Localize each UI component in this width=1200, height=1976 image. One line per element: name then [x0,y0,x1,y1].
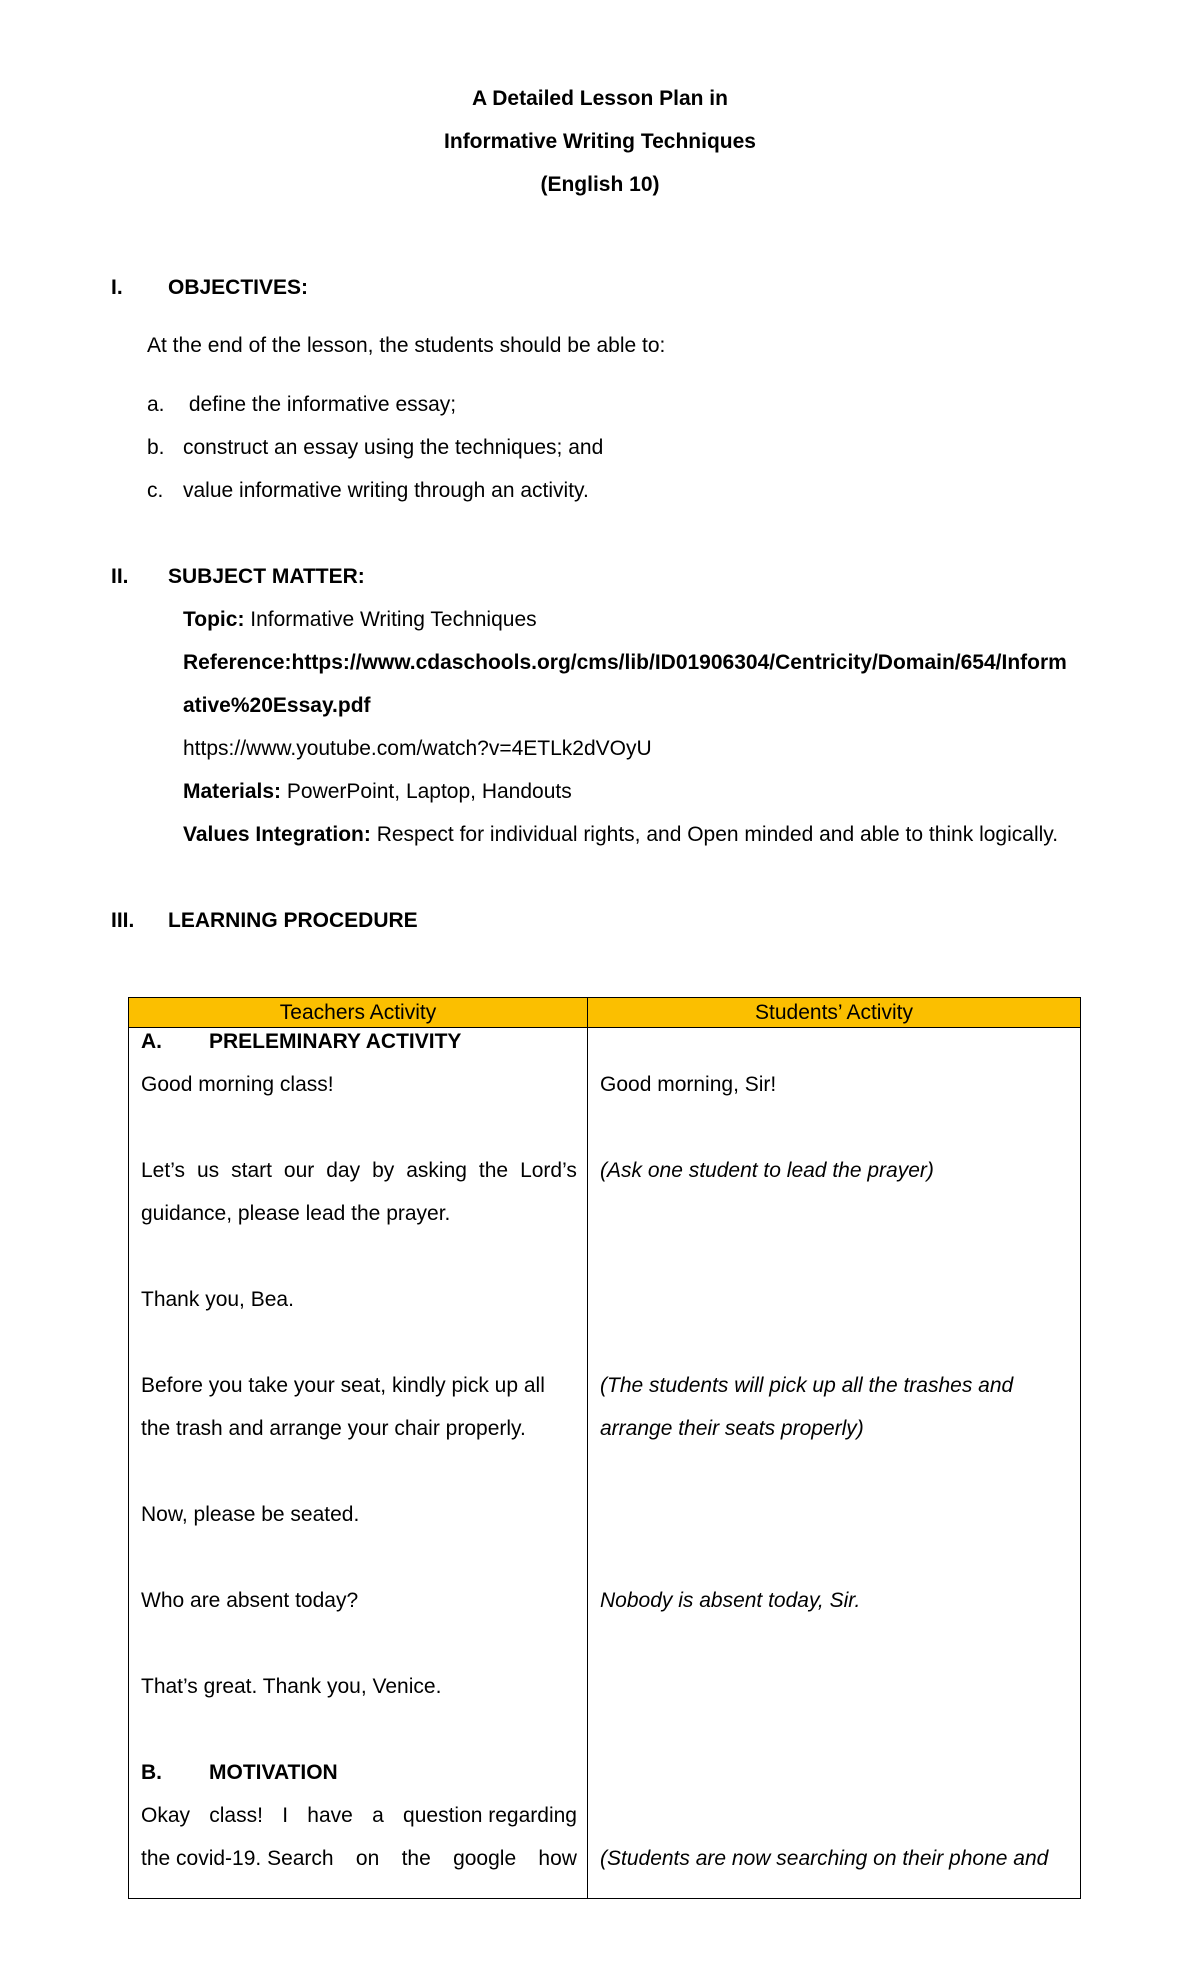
teacher-greeting: Good morning class! [141,1073,334,1096]
word: Okay [141,1804,191,1827]
teacher-prayer-line-2: guidance, please lead the prayer. [141,1202,451,1225]
word: a [372,1804,384,1827]
objective-text: value informative writing through an activity. [183,479,589,502]
document-title-line-1: A Detailed Lesson Plan in [472,87,728,110]
word: on [355,1847,380,1870]
topic-line [183,608,537,632]
teacher-motivation-line-1 [141,1804,577,1828]
student-trash-line-1: (The students will pick up all the trashes and [600,1374,1014,1397]
objectives-intro: At the end of the lesson, the students should be able to: [147,334,666,357]
objective-marker: b. [147,436,165,459]
values-value: Respect for individual rights, and Open minded and able to think logically. [370,823,1059,846]
word: the [401,1847,431,1870]
materials-line [183,780,572,804]
teacher-motivation-line-2 [141,1847,577,1871]
learning-procedure-number: III. [111,909,135,932]
students-activity-cell [588,1028,1081,1899]
word: asking [406,1159,467,1182]
objective-marker: a. [147,393,165,416]
teachers-activity-header: Teachers Activity [129,998,588,1028]
word: I [282,1804,289,1827]
learning-procedure-title: LEARNING PROCEDURE [168,909,418,932]
objectives-title: OBJECTIVES: [168,276,309,299]
section-b-marker: B. [141,1761,162,1784]
materials-label: Materials: [183,780,282,803]
youtube-link[interactable]: https://www.youtube.com/watch?v=4ETLk2dVOyU [183,737,652,760]
objective-text: construct an essay using the techniques; and [183,436,604,459]
students-activity-header: Students’ Activity [588,998,1081,1028]
word: by [372,1159,395,1182]
objective-item [147,479,589,503]
table-row [129,1028,1081,1899]
table-header-row [129,998,1081,1028]
teacher-absent-question: Who are absent today? [141,1589,359,1612]
teacher-trash-line-2: the trash and arrange your chair properly. [141,1417,526,1440]
student-absent-answer: Nobody is absent today, Sir. [600,1589,861,1612]
values-line [183,823,1058,847]
student-motivation-line-1: (Students are now searching on their phone and [600,1847,1049,1870]
word: google [453,1847,517,1870]
topic-label: Topic: [183,608,245,631]
word: the [478,1159,509,1182]
materials-value: PowerPoint, Laptop, Handouts [281,780,572,803]
objective-text: define the informative essay; [183,393,457,416]
reference-link-line-2[interactable]: ative%20Essay.pdf [183,694,371,717]
word: the covid-19. Search [141,1847,334,1870]
word: Lord’s [520,1159,577,1182]
word: have [307,1804,353,1827]
student-prayer: (Ask one student to lead the prayer) [600,1159,934,1182]
procedure-table [128,997,1081,1899]
section-b-heading [141,1761,577,1785]
word: class! [209,1804,263,1827]
objective-marker: c. [147,479,164,502]
teachers-activity-cell [129,1028,588,1899]
subject-matter-title: SUBJECT MATTER: [168,565,365,588]
subject-matter-heading [111,565,365,589]
document-title-line-3: (English 10) [540,173,660,196]
section-a-marker: A. [141,1030,162,1053]
section-a-heading [141,1030,577,1054]
teacher-great: That’s great. Thank you, Venice. [141,1675,442,1698]
word: our [283,1159,315,1182]
objectives-heading [111,276,308,300]
objectives-number: I. [111,276,123,299]
values-label: Values Integration: [183,823,371,846]
word: how [538,1847,577,1870]
teacher-seated: Now, please be seated. [141,1503,360,1526]
word: day [326,1159,361,1182]
word: Let’s [141,1159,185,1182]
teacher-trash-line-1: Before you take your seat, kindly pick up all [141,1374,545,1397]
section-b-title: MOTIVATION [209,1761,338,1784]
reference-link-line-1[interactable]: Reference:https://www.cdaschools.org/cms/lib/ID01906304/Centricity/Domain/654/Inform [183,651,1067,674]
topic-value: Informative Writing Techniques [244,608,537,631]
objective-item [147,436,603,460]
learning-procedure-heading [111,909,418,933]
document-title-line-2: Informative Writing Techniques [444,130,756,153]
teacher-prayer-line-1 [141,1159,577,1183]
teacher-thanks-bea: Thank you, Bea. [141,1288,294,1311]
section-a-title: PRELEMINARY ACTIVITY [209,1030,462,1053]
word: us [196,1159,220,1182]
subject-matter-number: II. [111,565,129,588]
word: question regarding [403,1804,577,1827]
objective-item [147,393,456,417]
word: start [231,1159,272,1182]
student-greeting: Good morning, Sir! [600,1073,777,1096]
student-trash-line-2: arrange their seats properly) [600,1417,864,1440]
